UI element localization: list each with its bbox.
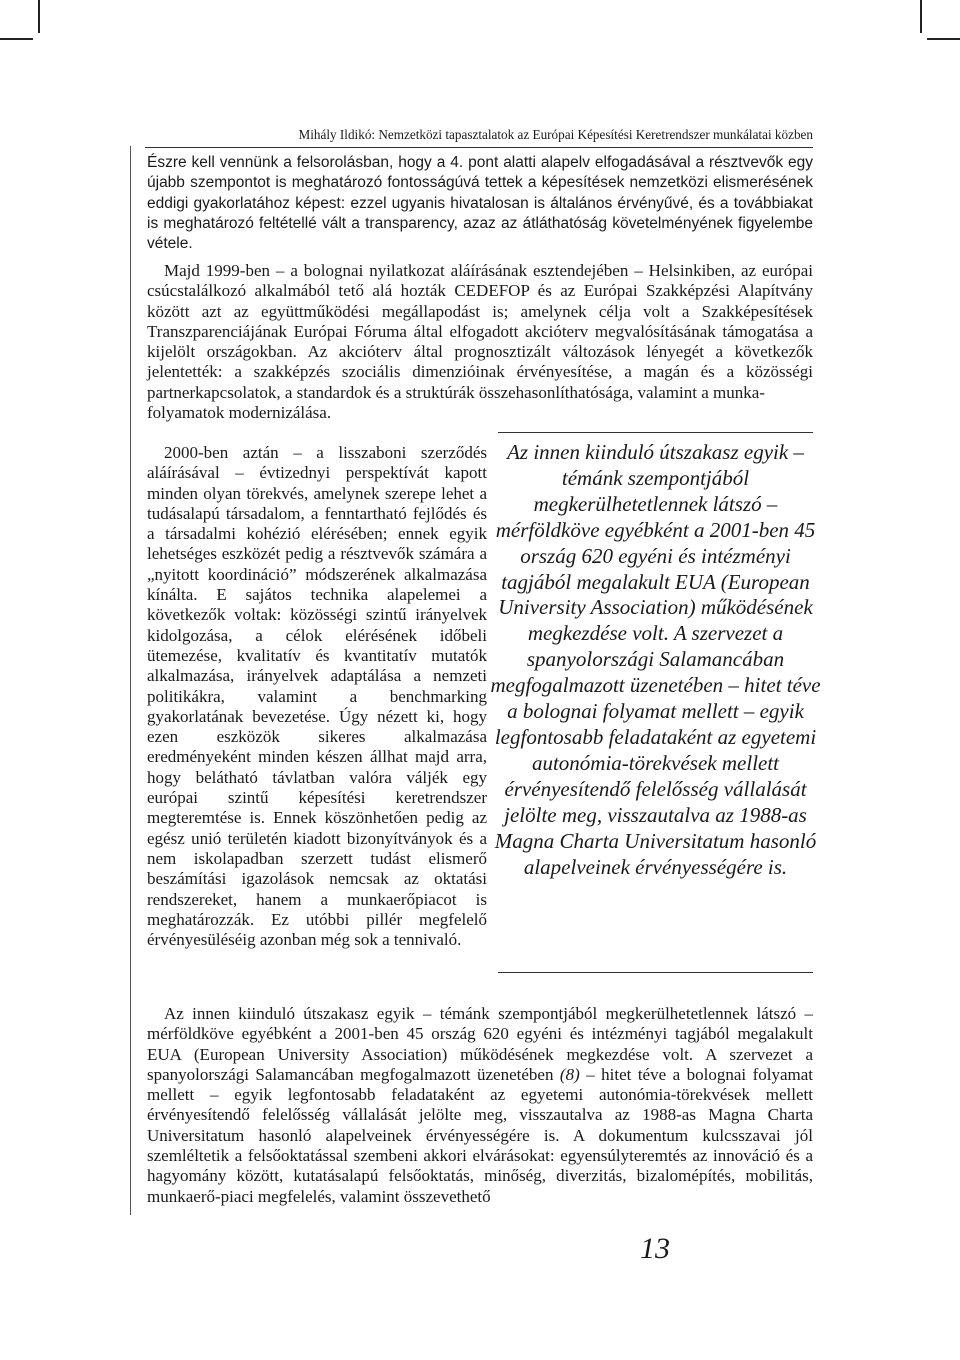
page-number: 13 — [640, 1232, 670, 1265]
paragraph-1: Észre kell vennünk a felsorolásban, hogy a 4. pont alatti alapelv elfogadásával a résztvevők egy újabb szempontot is meghatározó fontosságúvá tettek a képesítések nemzetközi elismerésének eddigi gyakorlatához képest: ezzel ugyanis hivatalosan is általános érvényűvé, és a továbbiakat is meghatározó feltétellé vált a transparency, azaz az átláthatóság követelményének figyelembe vétele. — [147, 154, 813, 253]
header-rule — [145, 147, 813, 148]
paragraph-3: 2000-ben aztán – a lisszaboni szerződés aláírásával – évtizednyi perspektívát kapott minden olyan törekvés, amelynek szerepe lehet a tudásalapú társadalom, a fenntartható fejlődés és a társadalmi kohézió elérésében; ennek egyik lehetséges eszközét pedig a résztvevők számára a „nyitott koordináció” módszerének alkalmazása kínálta. E sajátos technika alapelemei a következők voltak: közösségi szintű irányelvek kidolgozása, a célok elérésének időbeli ütemezése, kvalitatív és kvantitatív mutatók alkalmazása, irányelvek adaptálása a nemzeti politikákra, valamint a benchmarking gyakorlatának bevezetése. Úgy nézett ki, hogy ezen eszközök sikeres alkalmazása eredményeként minden készen állhat majd arra, hogy belátható távlatban valóra váljék egy európai szintű képesítési keretrendszer megteremtése is. Ennek köszönhetően pedig az egész unió területén kiadott bizonyítványok és a nem iskolapadban szerzett tudást elismerő beszámítási igazolások nemcsak az oktatási rendszereket, hanem a munkaerőpiacot is meghatározzák. Ez utóbbi pillér megfelelő érvényesüléséig azonban még sok a tennivaló. — [147, 443, 487, 950]
paragraph-4 — [147, 1004, 813, 1207]
paragraph-4-text-a: Az innen kiinduló útszakasz egyik – témánk szempontjából megkerülhetetlennek látszó – mérföldköve egyébként a 2001-ben 45 ország 620 egyéni és intézményi tagjából megalakult EUA (European University Association) működésének megkezdése volt. A szervezet a spanyolországi Salamancában megfogalmazott üzenetében — [147, 1004, 813, 1084]
paragraph-2: Majd 1999-ben – a bolognai nyilatkozat aláírásának esztendejében – Helsinkiben, az európai csúcstalálkozó alkalmából tető alá hozták CEDEFOP és az Európai Szakképzési Alapítvány között azt az együttműködési megállapodást is; amelynek célja volt a Szakképesítések Transzparenciájának Európai Fóruma által elfogadott akcióterv megvalósításának támogatása a kijelölt országokban. Az akcióterv által prognosztizált változások lényegét a következők jelentették: a szakképzés szociális dimenzióinak érvényesítése, a magán és a közösségi partnerkapcsolatok, a standardok és a struktúrák összehasonlíthatósága, valamint a munka- — [147, 261, 813, 402]
pull-quote-top-rule — [498, 432, 813, 433]
running-header: Mihály Ildikó: Nemzetközi tapasztalatok az Európai Képesítési Keretrendszer munkálatai közben — [298, 127, 813, 142]
pull-quote: Az innen kiinduló útszakasz egyik – témánk szempontjából megkerülhetetlennek látszó – mérföldköve egyébként a 2001-ben 45 ország 620 egyéni és intézményi tagjából megalakult EUA (European University Association) működésének megkezdése volt. A szervezet a spanyolországi Salamancában megfogalmazott üzenetében – hitet téve a bolognai folyamat mellett – egyik legfontosabb feladataként az egyetemi autonómia-törekvések mellett érvényesítendő felelősség vállalását jelölte meg, visszautalva az 1988-as Magna Charta Universitatum hasonló alapelveinek érvényességére is. — [490, 440, 821, 879]
crop-mark-top-left-horizontal — [0, 38, 33, 40]
reference-marker: (8) — [559, 1064, 580, 1084]
crop-mark-top-right-horizontal — [927, 38, 960, 40]
paragraph-2-end: folyamatok modernizálása. — [147, 403, 332, 422]
pull-quote-bottom-rule — [498, 972, 813, 973]
crop-mark-top-right-vertical — [920, 0, 922, 33]
crop-mark-top-left-vertical — [38, 0, 40, 33]
margin-rule — [130, 146, 131, 1215]
paragraph-4-text-b: – hitet téve a bolognai folyamat mellett – egyik legfontosabb feladataként az egyetemi autonómia-törekvések mellett érvényesítendő felelősség vállalását jelölte meg, visszautalva az 1988-as Magna Charta Universitatum hasonló alapelveinek érvényességére is. A dokumentum kulcsszavai jól szemléltetik a felsőoktatással szembeni akkori elvárásokat: egyensúlyteremtés az innováció és a hagyomány között, kutatásalapú felsőoktatás, minőség, diverzitás, bizalomépítés, mobilitás, munkaerő-piaci megfelelés, valamint összevethető — [147, 1064, 813, 1206]
